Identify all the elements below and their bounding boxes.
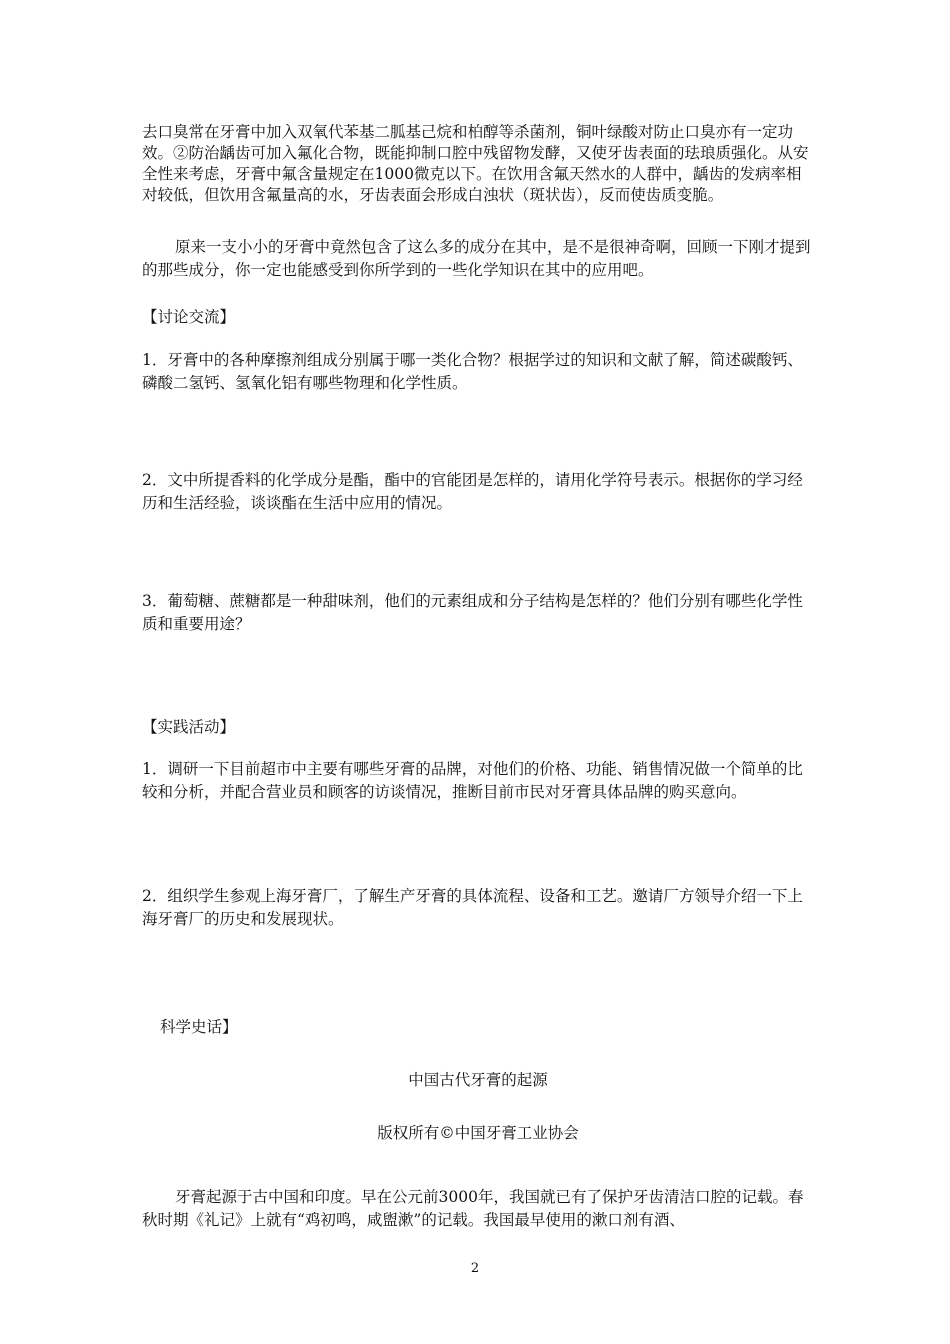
article-paragraph: 牙膏起源于古中国和印度。早在公元前3000年，我国就已有了保护牙齿清洁口腔的记载。春秋时期《礼记》上就有“鸡初鸣，咸盥漱”的记载。我国最早使用的漱口剂有酒、 xyxy=(142,1188,804,1229)
discussion-question-3: 3．葡萄糖、蔗糖都是一种甜味剂，他们的元素组成和分子结构是怎样的？他们分别有哪些化学性质和重要用途？ xyxy=(142,592,803,633)
practice-heading: 【实践活动】 xyxy=(142,718,236,736)
summary-paragraph: 原来一支小小的牙膏中竟然包含了这么多的成分在其中，是不是很神奇啊，回顾一下刚才提到的那些成分，你一定也能感受到你所学到的一些化学知识在其中的应用吧。 xyxy=(142,238,811,279)
practice-item-1: 1．调研一下目前超市中主要有哪些牙膏的品牌，对他们的价格、功能、销售情况做一个简单的比较和分析，并配合营业员和顾客的访谈情况，推断目前市民对牙膏具体品牌的购买意向。 xyxy=(142,760,803,801)
discussion-question-1: 1．牙膏中的各种摩擦剂组成分别属于哪一类化合物？根据学过的知识和文献了解，简述碳酸钙、磷酸二氢钙、氢氧化铝有哪些物理和化学性质。 xyxy=(142,351,803,392)
article-title: 中国古代牙膏的起源 xyxy=(408,1071,548,1089)
practice-item-2: 2．组织学生参观上海牙膏厂，了解生产牙膏的具体流程、设备和工艺。邀请厂方领导介绍一下上海牙膏厂的历史和发展现状。 xyxy=(142,887,803,928)
discussion-question-2: 2．文中所提香料的化学成分是酯，酯中的官能团是怎样的，请用化学符号表示。根据你的学习经历和生活经验，谈谈酯在生活中应用的情况。 xyxy=(142,471,803,512)
intro-paragraph: 去口臭常在牙膏中加入双氧代苯基二胍基己烷和柏醇等杀菌剂，铜叶绿酸对防止口臭亦有一定功效。②防治龋齿可加入氟化合物，既能抑制口腔中残留物发酵，又使牙齿表面的珐琅质强化。从安全性来考虑，牙膏中氟含量规定在1000微克以下。在饮用含氟天然水的人群中，龋齿的发病率相对较低，但饮用含氟量高的水，牙齿表面会形成白浊状（斑状齿），反而使齿质变脆。 xyxy=(142,123,809,204)
discussion-heading: 【讨论交流】 xyxy=(142,308,236,326)
page-number: 2 xyxy=(470,1261,480,1276)
article-copyright: 版权所有©中国牙膏工业协会 xyxy=(377,1124,579,1142)
history-heading: 科学史话】 xyxy=(160,1018,238,1036)
